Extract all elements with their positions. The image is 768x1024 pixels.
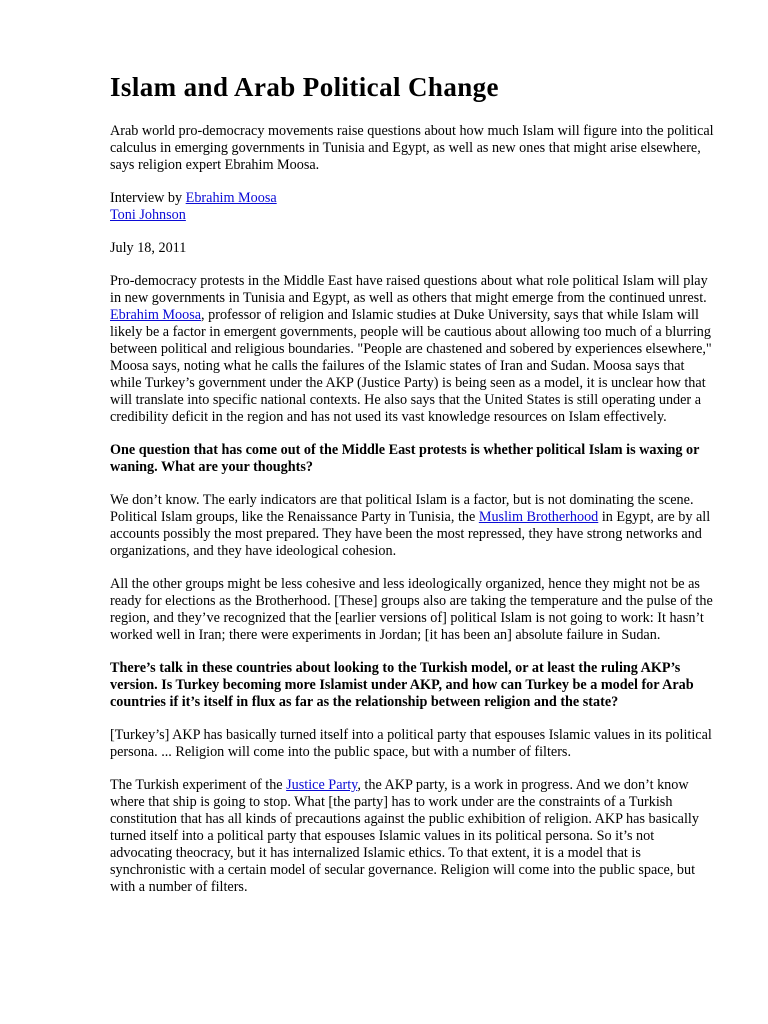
byline-prefix: Interview by	[110, 190, 186, 206]
intro-paragraph: Arab world pro-democracy movements raise questions about how much Islam will figure into the political calculus in emerging governments in Tunisia and Egypt, as well as new ones that might arise elsewhere, says religion expert Ebrahim Moosa.	[110, 123, 714, 173]
answer-2-paragraph-1: [Turkey’s] AKP has basically turned itself into a political party that espouses Islamic values in its political persona. ... Religion will come into the public space, but with a number of filters.	[110, 727, 712, 760]
answer-2-paragraph-2	[110, 777, 718, 896]
publish-date: July 18, 2011	[110, 240, 187, 256]
answer-1-paragraph-1	[110, 492, 718, 560]
answer-1-paragraph-2: All the other groups might be less cohesive and less ideologically organized, hence they might not be as ready for elections as the Brotherhood. [These] groups also are taking the temperature and the pulse of the region, and they’ve recognized that the [earlier versions of] political Islam is not going to work: It hasn’t worked well in Iran; there were experiments in Jordan; [it has been an] absolute failure in Sudan.	[110, 576, 713, 643]
summary-text-end: , professor of religion and Islamic studies at Duke University, says that while Islam will likely be a factor in emergent governments, people will be cautious about allowing too much of a blurring between political and religious boundaries. "People are chastened and sobered by experiences elsewhere," Moosa says, noting what he calls the failures of the Islamic states of Iran and Sudan. Moosa says that while Turkey’s government under the AKP (Justice Party) is being seen as a model, it is unclear how that will translate into specific national contexts. He also says that the United States is still operating under a credibility deficit in the region and has not used its vast knowledge resources on Islam effectively.	[110, 307, 712, 425]
answer-1-text-end: in Egypt, are by all accounts possibly the most prepared. They have been the most repressed, they have strong networks and organizations, and they have ideological cohesion.	[110, 509, 711, 559]
interviewer-link[interactable]: Toni Johnson	[110, 207, 186, 223]
answer-1-text-start: We don’t know. The early indicators are that political Islam is a factor, but is not dominating the scene. Political Islam groups, like the Renaissance Party in Tunisia, the	[110, 492, 694, 525]
question-2: There’s talk in these countries about looking to the Turkish model, or at least the ruling AKP’s version. Is Turkey becoming more Islamist under AKP, and how can Turkey be a model for Arab countries if it’s itself in flux as far as the relationship between religion and the state?	[110, 660, 694, 710]
question-1: One question that has come out of the Middle East protests is whether political Islam is waxing or waning. What are your thoughts?	[110, 442, 700, 475]
answer-2-text-start: The Turkish experiment of the	[110, 777, 287, 793]
page-title: Islam and Arab Political Change	[110, 72, 499, 102]
muslim-brotherhood-link[interactable]: Muslim Brotherhood	[478, 509, 599, 525]
justice-party-link[interactable]: Justice Party	[286, 777, 358, 793]
moosa-profile-link[interactable]: Ebrahim Moosa	[110, 307, 202, 323]
byline	[110, 190, 718, 224]
summary-text-start: Pro-democracy protests in the Middle East have raised questions about what role political Islam will play in new governments in Tunisia and Egypt, as well as others that might emerge from the continued unrest.	[110, 273, 708, 306]
answer-2-text-end: , the AKP party, is a work in progress. And we don’t know where that ship is going to stop. What [the party] has to work under are the constraints of a Turkish constitution that has all kinds of precautions against the public exhibition of religion. AKP has basically turned itself into a political party that espouses Islamic values in its political persona. So it’s not advocating theocracy, but it has internalized Islamic ethics. To that extent, it is a model that is synchronistic with a certain model of secular governance. Religion will come into the public space, but with a number of filters.	[110, 777, 699, 895]
summary-paragraph	[110, 273, 718, 426]
interviewee-link[interactable]: Ebrahim Moosa	[185, 190, 277, 206]
